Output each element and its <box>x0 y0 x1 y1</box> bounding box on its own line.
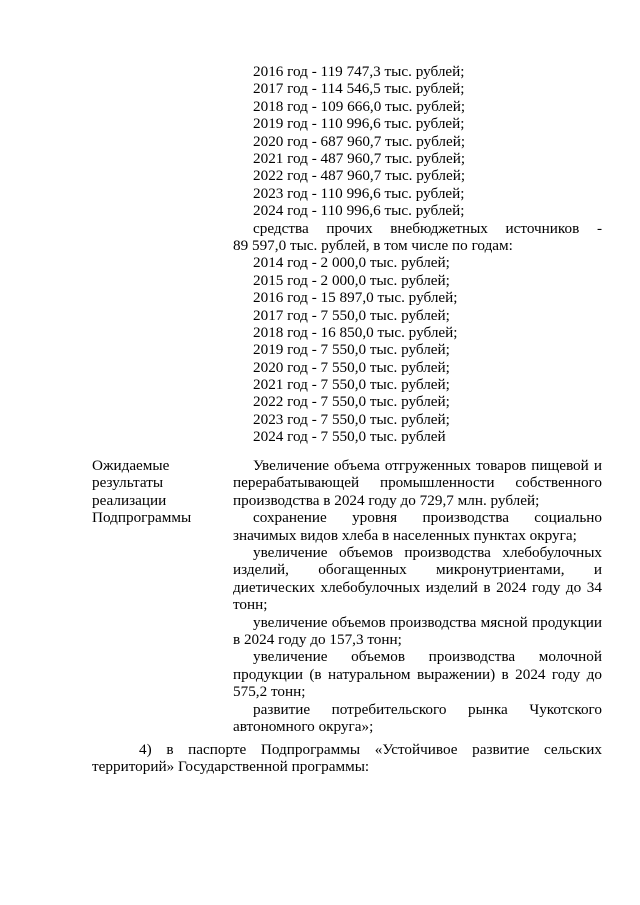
expected-results-content <box>233 457 602 736</box>
result-paragraph: увеличение объемов производства молочной продукции (в натуральном выражении) в 2024 году до 575,2 тонн; <box>233 648 602 701</box>
other-sources-year-line: 2021 год - 7 550,0 тыс. рублей; <box>253 376 450 394</box>
budget-year-line: 2022 год - 487 960,7 тыс. рублей; <box>253 167 466 185</box>
budget-year-line: 2021 год - 487 960,7 тыс. рублей; <box>253 149 466 167</box>
other-sources-year-line: 2019 год - 7 550,0 тыс. рублей; <box>253 341 450 359</box>
result-paragraph: увеличение объемов производства хлебобулочных изделий, обогащенных микронутриентами, и диетических хлебобулочных изделий в 2024 году до 34 тонн; <box>233 544 602 614</box>
other-sources-year-line: 2018 год - 16 850,0 тыс. рублей; <box>253 323 458 341</box>
budget-year-line: 2024 год - 110 996,6 тыс. рублей; <box>253 202 465 220</box>
other-sources-first-line: средства прочих внебюджетных источников - <box>253 219 602 237</box>
label-line: результаты <box>92 474 164 492</box>
other-sources-year-line: 2017 год - 7 550,0 тыс. рублей; <box>253 306 450 324</box>
other-sources-year-line: 2023 год - 7 550,0 тыс. рублей; <box>253 410 450 428</box>
expected-results-label <box>92 457 222 527</box>
budget-year-line: 2017 год - 114 546,5 тыс. рублей; <box>253 80 465 98</box>
other-sources-paragraph <box>233 220 602 255</box>
other-sources-year-line: 2022 год - 7 550,0 тыс. рублей; <box>253 393 450 411</box>
other-sources-year-lines <box>233 254 602 445</box>
budget-year-line: 2016 год - 119 747,3 тыс. рублей; <box>253 63 465 80</box>
funding-list <box>233 63 602 446</box>
other-sources-year-line: 2016 год - 15 897,0 тыс. рублей; <box>253 289 458 307</box>
amendment-paragraph <box>92 741 602 776</box>
other-sources-second-line: 89 597,0 тыс. рублей, в том числе по годам: <box>233 236 513 254</box>
label-line: Подпрограммы <box>92 509 192 527</box>
result-paragraph: развитие потребительского рынка Чукотского автономного округа»; <box>233 700 602 736</box>
label-line: Ожидаемые <box>92 457 170 474</box>
amendment-text: 4) в паспорте Подпрограммы «Устойчивое развитие сельских территорий» Государственной программы: <box>92 741 602 776</box>
result-paragraph: Увеличение объема отгруженных товаров пищевой и перерабатывающей промышленности собственного производства в 2024 году до 729,7 млн. рублей; <box>233 457 602 509</box>
budget-year-line: 2023 год - 110 996,6 тыс. рублей; <box>253 184 465 202</box>
result-paragraph: увеличение объемов производства мясной продукции в 2024 году до 157,3 тонн; <box>233 613 602 649</box>
budget-year-line: 2020 год - 687 960,7 тыс. рублей; <box>253 132 466 150</box>
budget-year-line: 2019 год - 110 996,6 тыс. рублей; <box>253 115 465 133</box>
budget-year-line: 2018 год - 109 666,0 тыс. рублей; <box>253 97 466 115</box>
other-sources-year-line: 2024 год - 7 550,0 тыс. рублей <box>253 428 446 446</box>
other-sources-year-line: 2014 год - 2 000,0 тыс. рублей; <box>253 254 450 272</box>
other-sources-year-line: 2015 год - 2 000,0 тыс. рублей; <box>253 271 450 289</box>
result-paragraph: сохранение уровня производства социально значимых видов хлеба в населенных пунктах округа; <box>233 509 602 544</box>
budget-year-lines <box>233 63 602 220</box>
other-sources-year-line: 2020 год - 7 550,0 тыс. рублей; <box>253 358 450 376</box>
label-line: реализации <box>92 491 167 509</box>
